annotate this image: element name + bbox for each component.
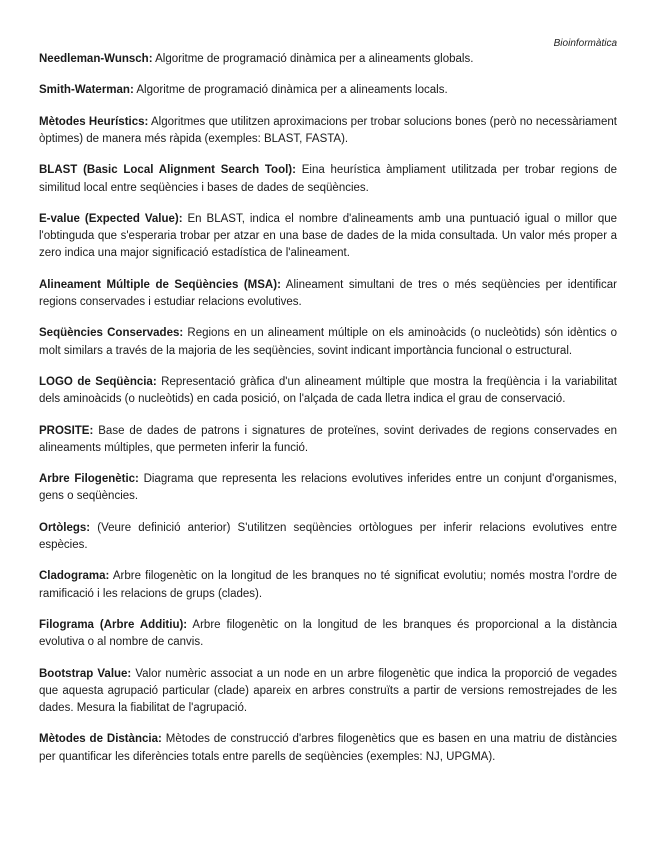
glossary-entry-msa	[39, 277, 617, 311]
glossary-term: Smith-Waterman:	[39, 84, 134, 97]
glossary-definition: Diagrama que representa les relacions evolutives inferides entre un conjunt d'organismes, gens o seqüències.	[39, 473, 617, 503]
glossary-entry-cladograma	[39, 568, 617, 602]
glossary-term: E-value (Expected Value):	[39, 212, 183, 225]
glossary-entry-sequencies-conservades	[39, 325, 617, 359]
glossary-entry-metodes-heuristics	[39, 114, 617, 148]
glossary-list	[39, 51, 617, 780]
glossary-entry-arbre-filogenetic	[39, 471, 617, 505]
glossary-definition: En BLAST, indica el nombre d'alineaments amb una puntuació igual o millor que l'obtinguda que s'esperaria trobar per atzar en una base de dades de la mida consultada. Un valor més proper a zero indica una major significació estadística de l'alineament.	[39, 212, 618, 260]
glossary-definition: Valor numèric associat a un node en un arbre filogenètic que indica la proporció de vegades que aquesta agrupació particular (clade) apareix en arbres construïts a partir de versions remostrejades de les dades. Mesura la fiabilitat de l'agrupació.	[39, 667, 617, 714]
glossary-definition: Algoritmes que utilitzen aproximacions per trobar solucions bones (però no necessàriament òptimes) de manera més ràpida (exemples: BLAST, FASTA).	[39, 115, 618, 145]
glossary-definition: Arbre filogenètic on la longitud de les branques és proporcional a la distància evolutiva o al nombre de canvis.	[39, 618, 617, 649]
glossary-entry-blast	[39, 162, 617, 196]
glossary-term: Mètodes de Distància:	[39, 733, 162, 746]
glossary-entry-logo-sequencia	[39, 374, 617, 408]
running-header: Bioinformàtica	[553, 38, 617, 49]
glossary-definition: Representació gràfica d'un alineament múltiple que mostra la freqüència i la variabilitat dels aminoàcids (o nucleòtids) en cada posició, on l'alçada de cada lletra indica el grau de conservació.	[39, 375, 617, 406]
glossary-entry-metodes-distancia	[39, 731, 617, 765]
glossary-term: Seqüències Conservades:	[39, 327, 184, 340]
glossary-term: LOGO de Seqüència:	[39, 375, 157, 388]
glossary-definition: Mètodes de construcció d'arbres filogenètics que es basen en una matriu de distàncies per quantificar les diferències totals entre parells de seqüències (exemples: NJ, UPGMA).	[39, 733, 617, 763]
glossary-definition: Algoritme de programació dinàmica per a alineaments globals.	[152, 53, 474, 65]
glossary-entry-ortolegs	[39, 520, 617, 554]
glossary-entry-smith-waterman	[39, 82, 617, 99]
glossary-entry-prosite	[39, 423, 617, 457]
glossary-term: Filograma (Arbre Additiu):	[39, 618, 188, 631]
glossary-definition: Algoritme de programació dinàmica per a alineaments locals.	[133, 84, 448, 97]
glossary-term: Mètodes Heurístics:	[39, 115, 149, 128]
glossary-entry-filograma	[39, 617, 617, 651]
glossary-definition: Base de dades de patrons i signatures de proteïnes, sovint derivades de regions conservades en alineaments múltiples, que permeten inferir la funció.	[39, 424, 617, 454]
glossary-term: Bootstrap Value:	[39, 667, 132, 680]
glossary-term: Needleman-Wunsch:	[39, 53, 153, 65]
glossary-entry-needleman-wunsch	[39, 51, 617, 68]
glossary-definition: Eina heurística àmpliament utilitzada per trobar regions de similitud local entre seqüències i bases de dades de seqüències.	[39, 164, 618, 194]
glossary-term: PROSITE:	[39, 424, 94, 437]
glossary-definition: Regions en un alineament múltiple on els aminoàcids (o nucleòtids) són idèntics o molt similars a través de la majoria de les seqüències, sovint indicant importància funcional o estructural.	[39, 327, 617, 357]
glossary-definition: Alineament simultani de tres o més seqüències per identificar regions conservades i estudiar relacions evolutives.	[39, 278, 617, 308]
glossary-definition: (Veure definició anterior) S'utilitzen seqüències ortòlogues per inferir relacions evolutives entre espècies.	[39, 521, 617, 551]
glossary-definition: Arbre filogenètic on la longitud de les branques no té significat evolutiu; només mostra l'ordre de ramificació i les relacions de grups (clades).	[39, 570, 617, 600]
glossary-entry-bootstrap-value	[39, 666, 617, 718]
glossary-term: Alineament Múltiple de Seqüències (MSA):	[39, 278, 281, 291]
glossary-entry-e-value	[39, 211, 617, 263]
glossary-term: Ortòlegs:	[39, 521, 91, 534]
glossary-term: BLAST (Basic Local Alignment Search Tool):	[39, 164, 296, 177]
glossary-term: Arbre Filogenètic:	[39, 473, 139, 486]
glossary-term: Cladograma:	[39, 570, 110, 583]
